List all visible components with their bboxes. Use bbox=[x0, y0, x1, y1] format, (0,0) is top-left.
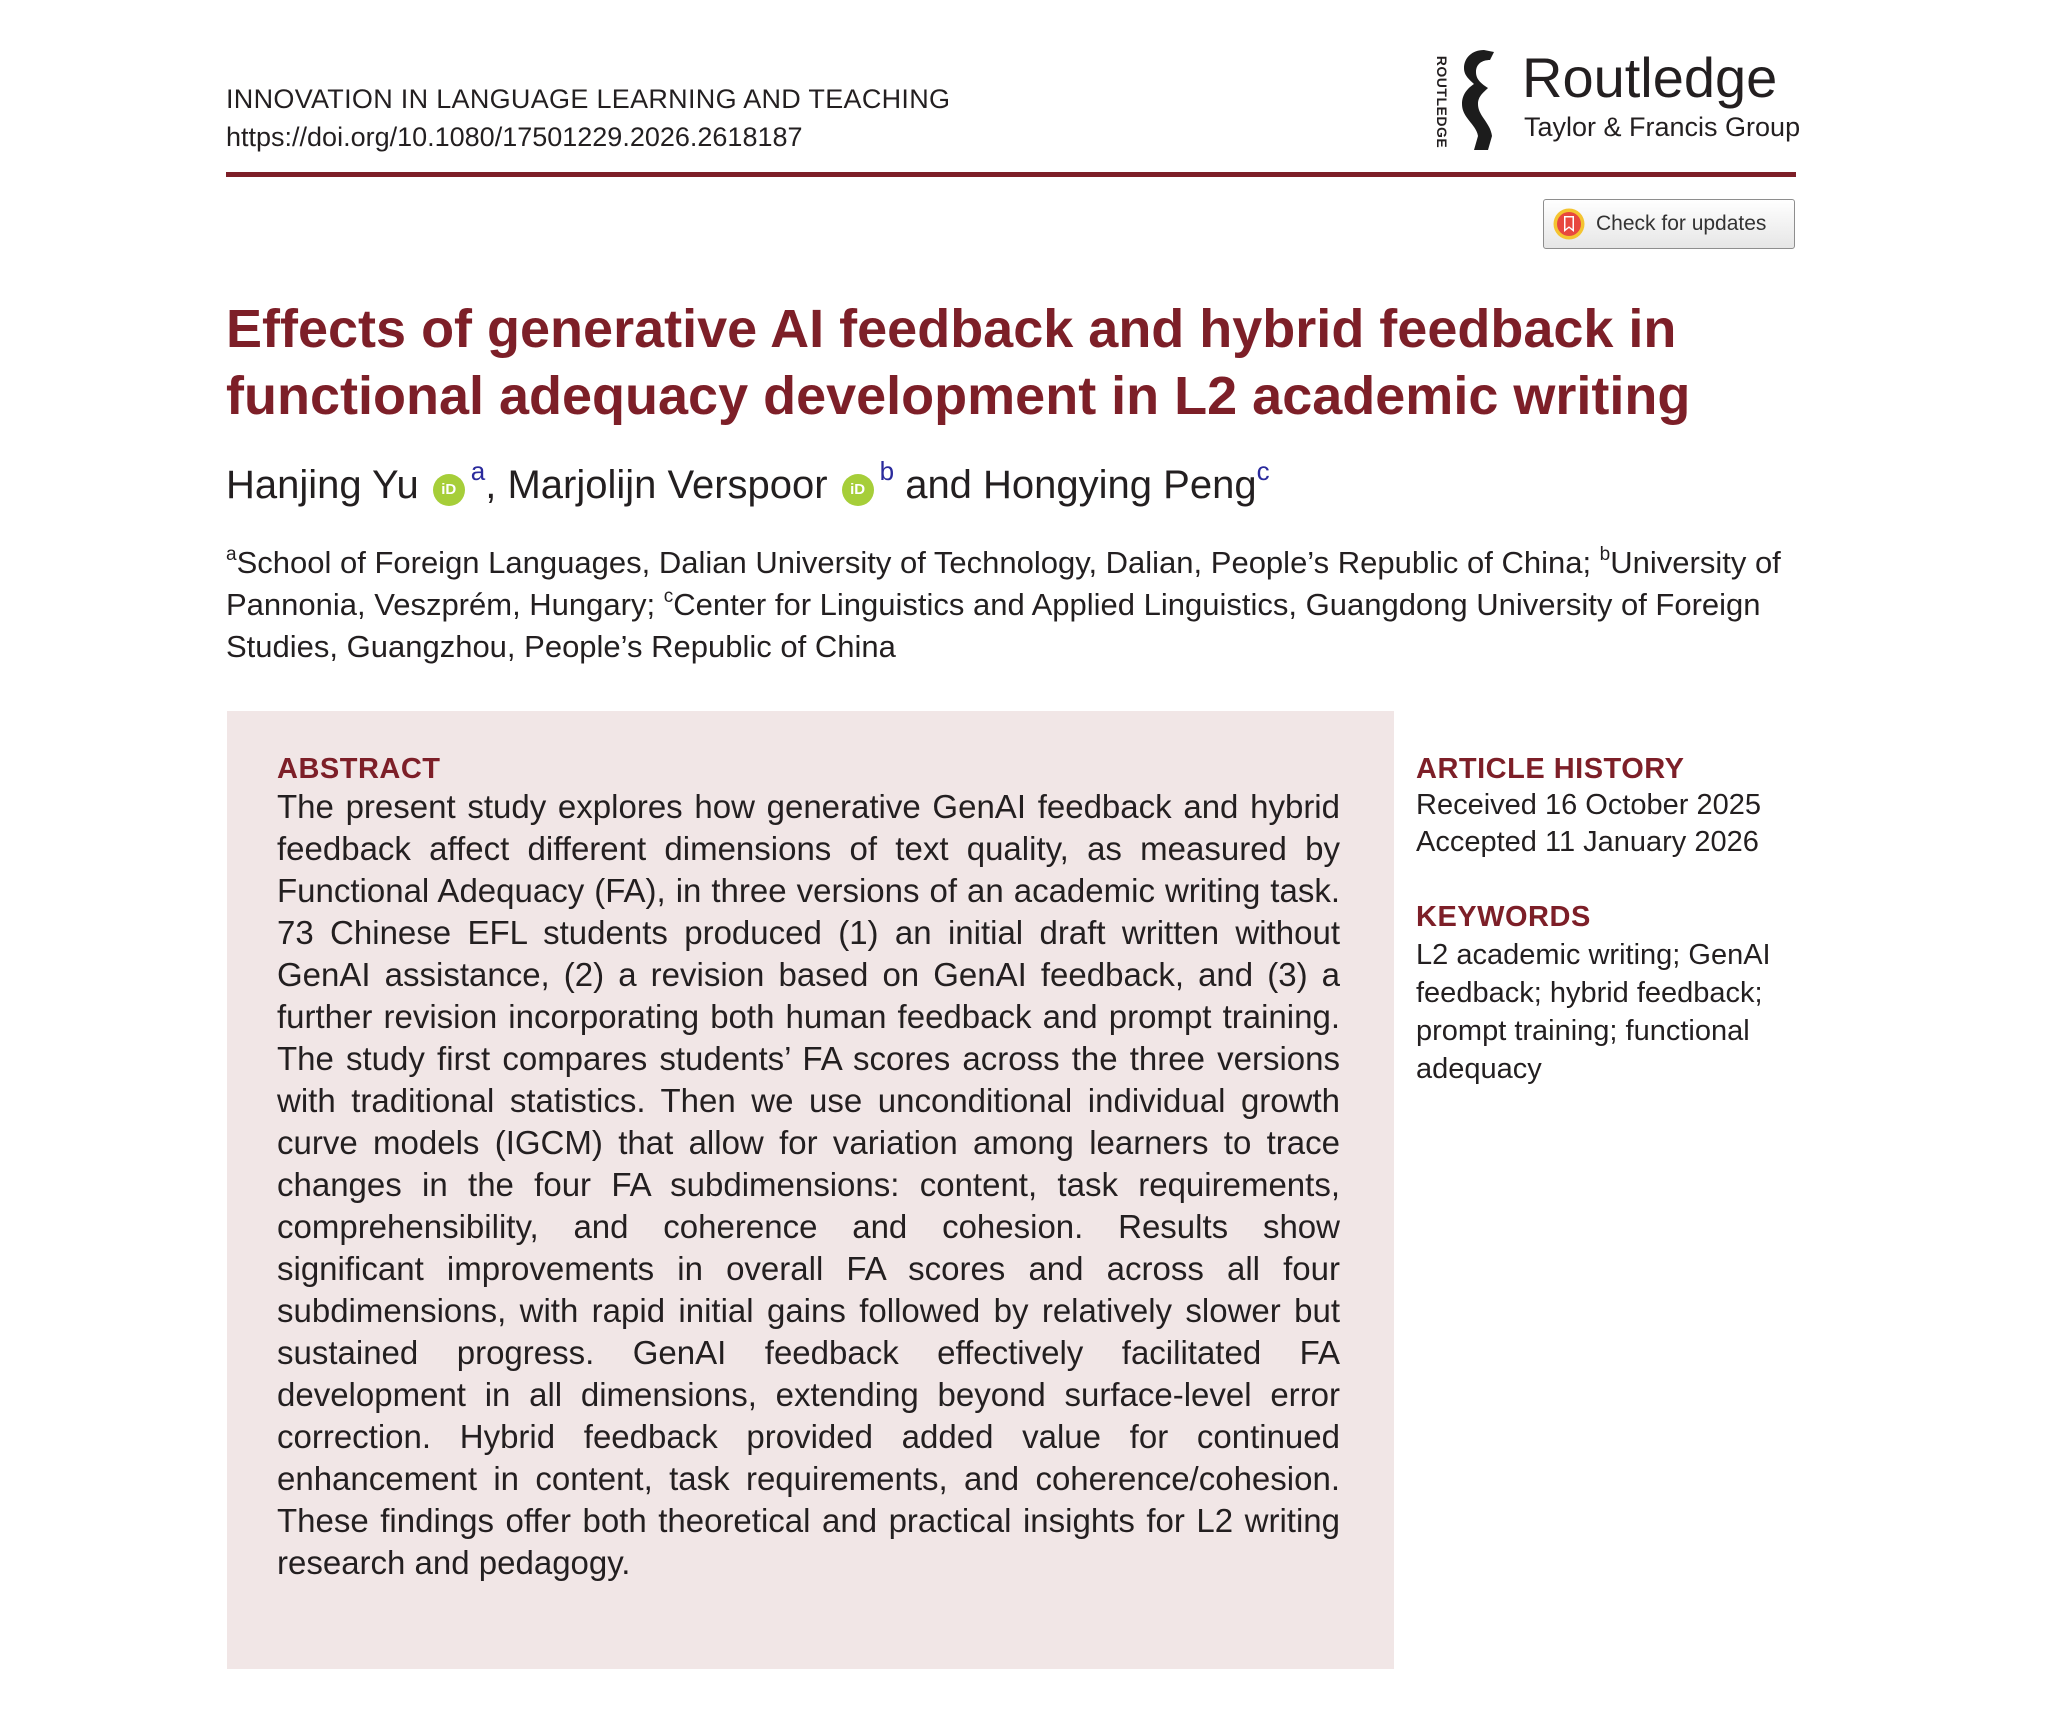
abstract-heading: ABSTRACT bbox=[277, 753, 441, 785]
affiliation-text: Center for Linguistics and Applied Linguistics, Guangdong University of Foreign Studies, Guangzhou, People’s Republic of China bbox=[226, 587, 1761, 664]
affiliations bbox=[226, 542, 1816, 668]
keywords-list: L2 academic writing; GenAI feedback; hybrid feedback; prompt training; functional adequacy bbox=[1416, 939, 1771, 1085]
affiliation-mark: c bbox=[663, 586, 674, 607]
author-name[interactable]: Hanjing Yu bbox=[226, 463, 419, 507]
routledge-logo bbox=[1432, 48, 1812, 154]
received-date: Received 16 October 2025 bbox=[1416, 789, 1761, 821]
affiliation-mark: a bbox=[226, 544, 237, 565]
affiliation-text: School of Foreign Languages, Dalian University of Technology, Dalian, People’s Republic of China; bbox=[236, 545, 1600, 580]
logo-vertical-text: ROUTLEDGE bbox=[1434, 55, 1450, 149]
affiliation-mark: a bbox=[470, 456, 486, 486]
affiliation-text: University of Pannonia, Veszprém, Hungary; bbox=[226, 545, 1781, 622]
doi-link[interactable]: https://doi.org/10.1080/17501229.2026.2618187 bbox=[226, 122, 803, 152]
affiliation-mark: b bbox=[879, 456, 895, 486]
article-title: Effects of generative AI feedback and hybrid feedback in functional adequacy development in L2 academic writing bbox=[226, 299, 1691, 426]
author-and: and bbox=[894, 463, 984, 507]
keywords-heading: KEYWORDS bbox=[1416, 901, 1591, 933]
orcid-icon[interactable]: iD bbox=[842, 474, 874, 506]
header-rule bbox=[226, 172, 1796, 177]
abstract-text: The present study explores how generative GenAI feedback and hybrid feedback affect different dimensions of text quality, as measured by Functional Adequacy (FA), in three versions of an academic writing task. 73 Chinese EFL students produced (1) an initial draft written without GenAI assistance, (2) a revision based on GenAI feedback, and (3) a further revision incorporating both human feedback and prompt training. The study first compares students’ FA scores across the three versions with traditional statistics. Then we use unconditional individual growth curve models (IGCM) that allow for variation among learners to trace changes in the four FA subdimensions: content, task requirements, comprehensibility, and coherence and cohesion. Results show significant improvements in overall FA scores and across all four subdimensions, with rapid initial gains followed by relatively slower but sustained progress. GenAI feedback effectively facilitated FA development in all dimensions, extending beyond surface-level error correction. Hybrid feedback provided added value for continued enhancement in content, task requirements, and coherence/cohesion. These findings offer both theoretical and practical insights for L2 writing research and pedagogy. bbox=[277, 788, 1340, 1581]
logo-subtitle: Taylor & Francis Group bbox=[1524, 112, 1801, 142]
author-name[interactable]: Hongying Peng bbox=[983, 463, 1257, 507]
article-history-heading: ARTICLE HISTORY bbox=[1416, 753, 1685, 785]
logo-name: Routledge bbox=[1522, 46, 1778, 109]
author-name[interactable]: Marjolijn Verspoor bbox=[507, 463, 828, 507]
routledge-knight-icon bbox=[1454, 48, 1496, 152]
author-list bbox=[226, 456, 1270, 508]
journal-name: INNOVATION IN LANGUAGE LEARNING AND TEACHING bbox=[226, 84, 951, 114]
affiliation-mark: c bbox=[1256, 456, 1270, 486]
affiliation-mark: b bbox=[1599, 544, 1611, 565]
check-for-updates-button[interactable] bbox=[1543, 199, 1795, 249]
check-updates-label: Check for updates bbox=[1596, 212, 1767, 235]
author-separator: , bbox=[485, 463, 508, 507]
accepted-date: Accepted 11 January 2026 bbox=[1416, 826, 1759, 858]
check-updates-icon bbox=[1552, 207, 1586, 241]
orcid-icon[interactable]: iD bbox=[433, 474, 465, 506]
